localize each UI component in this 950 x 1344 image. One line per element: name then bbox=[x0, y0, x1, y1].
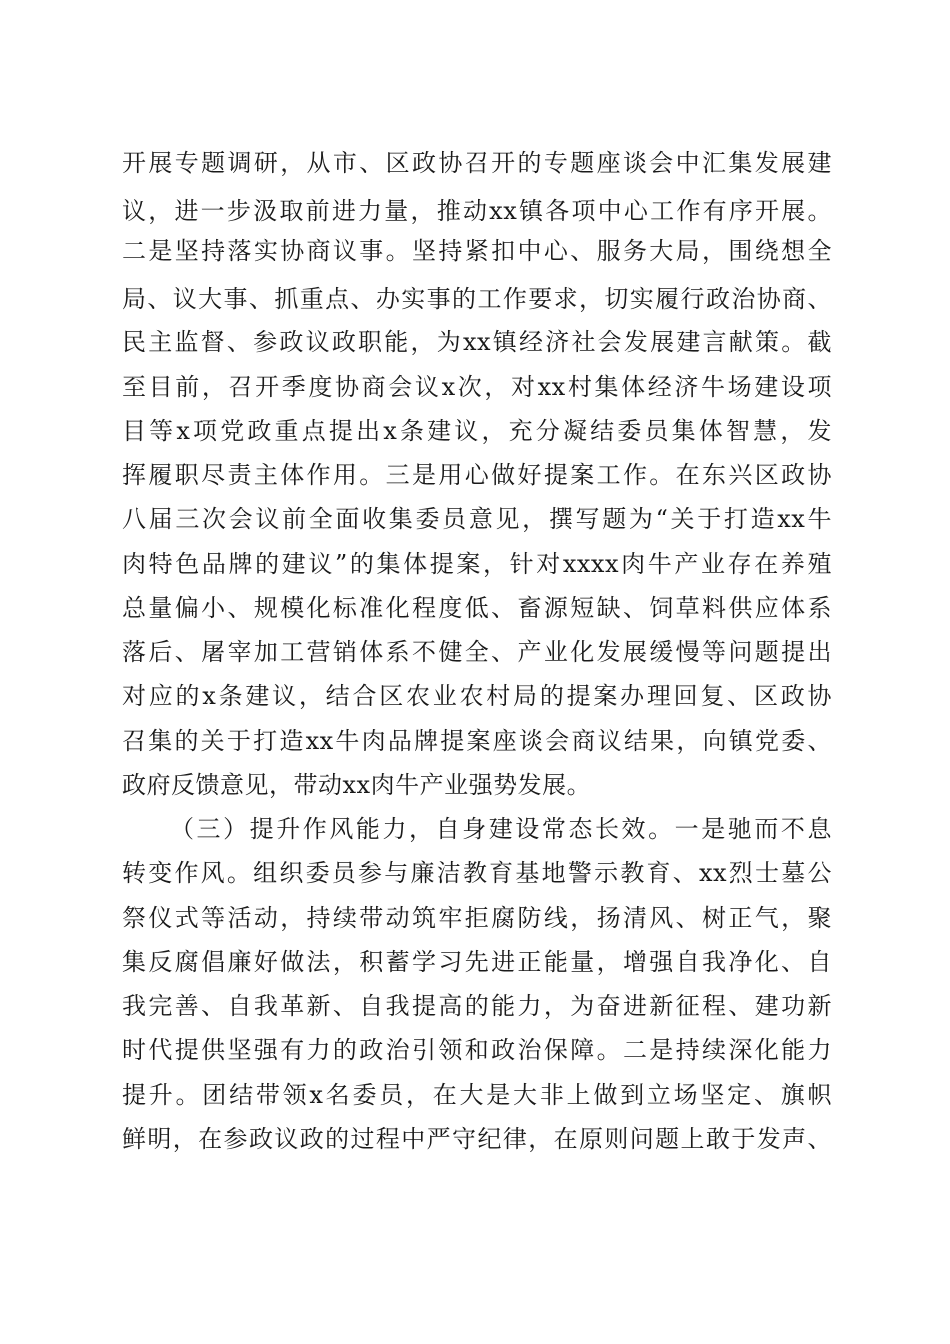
text-line: 祭仪式等活动，持续带动筑牢拒腐防线，扬清风、树正气，聚 bbox=[122, 904, 832, 932]
text-line: 对应的x条建议，结合区农业农村局的提案办理回复、区政协 bbox=[122, 682, 832, 710]
text-line: 二是坚持落实协商议事。坚持紧扣中心、服务大局，围绕想全 bbox=[122, 237, 832, 265]
text-line: 至目前，召开季度协商会议x次，对xx村集体经济牛场建设项 bbox=[122, 373, 832, 401]
text-line: 目等x项党政重点提出x条建议，充分凝结委员集体智慧，发 bbox=[122, 417, 832, 445]
text-line: 落后、屠宰加工营销体系不健全、产业化发展缓慢等问题提出 bbox=[122, 638, 832, 666]
text-line: 局、议大事、抓重点、办实事的工作要求，切实履行政治协商、 bbox=[122, 285, 832, 313]
text-line: 转变作风。组织委员参与廉洁教育基地警示教育、xx烈士墓公 bbox=[122, 859, 832, 887]
text-line: 鲜明，在参政议政的过程中严守纪律，在原则问题上敢于发声、 bbox=[122, 1125, 832, 1153]
text-line: 挥履职尽责主体作用。三是用心做好提案工作。在东兴区政协 bbox=[122, 461, 832, 489]
text-line: 肉特色品牌的建议”的集体提案，针对xxxx肉牛产业存在养殖 bbox=[122, 550, 832, 578]
text-line: 时代提供坚强有力的政治引领和政治保障。二是持续深化能力 bbox=[122, 1036, 832, 1064]
text-line: 民主监督、参政议政职能，为xx镇经济社会发展建言献策。截 bbox=[122, 328, 832, 356]
paragraph-end-line: 政府反馈意见，带动xx肉牛产业强势发展。 bbox=[122, 771, 592, 799]
text-line: 召集的关于打造xx牛肉品牌提案座谈会商议结果，向镇党委、 bbox=[122, 727, 832, 755]
text-line: 总量偏小、规模化标准化程度低、畜源短缺、饲草料供应体系 bbox=[122, 594, 832, 622]
text-line: 八届三次会议前全面收集委员意见，撰写题为“关于打造xx牛 bbox=[122, 505, 832, 533]
text-line: 提升。团结带领x名委员，在大是大非上做到立场坚定、旗帜 bbox=[122, 1081, 832, 1109]
section-heading-line: （三）提升作风能力，自身建设常态长效。一是驰而不息 bbox=[170, 815, 832, 843]
text-line: 开展专题调研，从市、区政协召开的专题座谈会中汇集发展建 bbox=[122, 149, 832, 177]
text-line: 我完善、自我革新、自我提高的能力，为奋进新征程、建功新 bbox=[122, 992, 832, 1020]
text-line: 议，进一步汲取前进力量，推动xx镇各项中心工作有序开展。 bbox=[122, 197, 832, 225]
text-line: 集反腐倡廉好做法，积蓄学习先进正能量，增强自我净化、自 bbox=[122, 948, 832, 976]
